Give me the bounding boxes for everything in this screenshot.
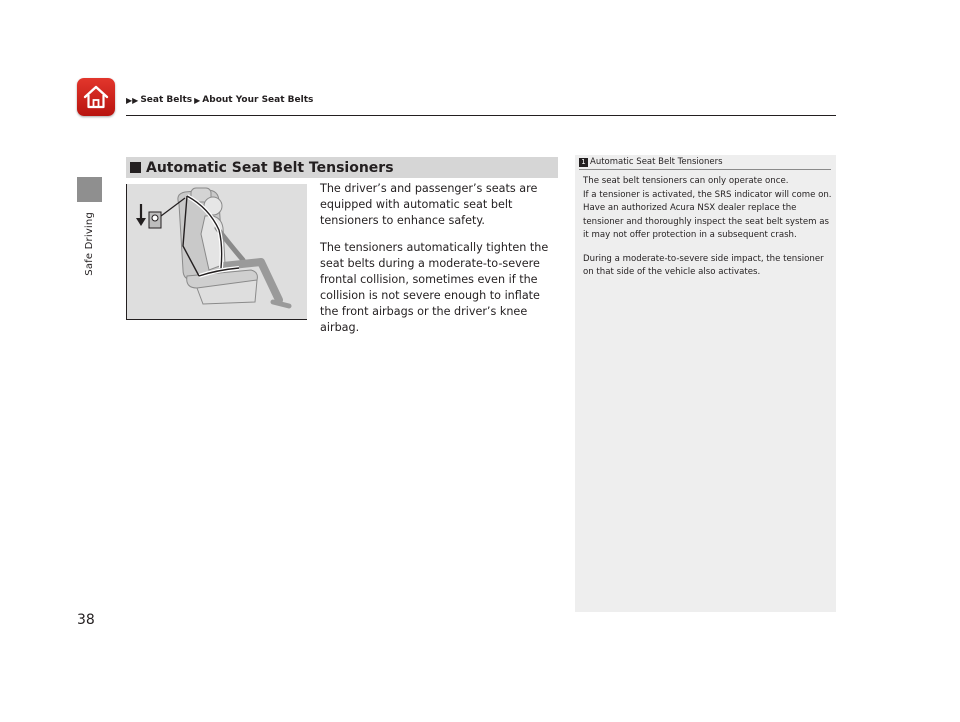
breadcrumb-arrow-icon: ▶	[194, 95, 201, 105]
breadcrumb-seat-belts[interactable]: Seat Belts	[140, 95, 193, 105]
note-paragraph-3: During a moderate-to-severe side impact, the tensioner on that side of the vehicle also activates.	[583, 253, 824, 277]
home-button[interactable]	[77, 78, 115, 116]
breadcrumb	[126, 95, 313, 105]
body-paragraph-2: The tensioners automatically tighten the seat belts during a moderate-to-severe frontal collision, sometimes even if the collision is not severe enough to inflate the front airbags or the driver’s knee airbag.	[320, 241, 549, 334]
section-title: Automatic Seat Belt Tensioners	[146, 159, 394, 176]
breadcrumb-arrow-icon: ▶▶	[126, 95, 139, 105]
note-divider	[579, 169, 831, 170]
page-number: 38	[77, 612, 95, 628]
seat-belt-illustration	[126, 184, 307, 320]
chapter-label: Safe Driving	[84, 212, 95, 276]
chapter-tab[interactable]	[77, 177, 102, 202]
section-square-icon	[130, 162, 141, 173]
note-paragraph-1: The seat belt tensioners can only operate once.	[583, 176, 789, 186]
note-text	[583, 175, 833, 290]
header-divider	[126, 115, 836, 116]
note-header	[579, 157, 723, 167]
breadcrumb-about-seat-belts[interactable]: About Your Seat Belts	[202, 95, 314, 105]
section-header	[126, 157, 558, 178]
body-text	[320, 181, 560, 347]
note-title: Automatic Seat Belt Tensioners	[590, 157, 723, 167]
body-paragraph-1: The driver’s and passenger’s seats are equipped with automatic seat belt tensioners to enhance safety.	[320, 182, 538, 227]
note-number-badge: 1	[579, 158, 588, 167]
home-icon	[81, 82, 111, 112]
note-paragraph-2: If a tensioner is activated, the SRS indicator will come on. Have an authorized Acura NSX dealer replace the tensioner and thoroughly inspect the seat belt system as it may not offer protection in a subsequent crash.	[583, 189, 832, 240]
